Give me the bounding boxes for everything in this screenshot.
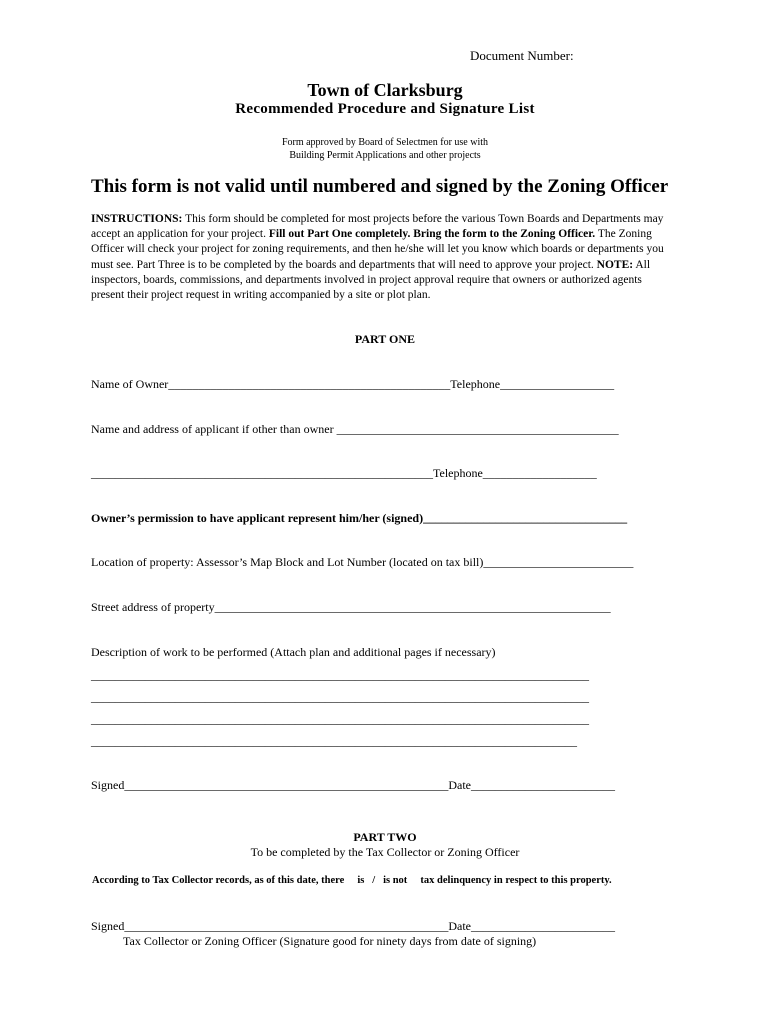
tax-text-after: tax delinquency in respect to this property. (420, 875, 612, 886)
description-line-4[interactable]: _________________________________________________________________________________ (91, 734, 577, 748)
description-line-3[interactable]: ___________________________________________________________________________________ (91, 712, 589, 726)
procedure-title: Recommended Procedure and Signature List (235, 101, 535, 117)
instructions-text-3: All inspectors, boards, commissions, and departments involved in project approval require that owners or authorized agents present their project request in writing accompanied by a site or plot plan. (91, 258, 651, 302)
description-line-1[interactable]: ___________________________________________________________________________________ (91, 668, 589, 682)
tax-delinquency-statement (92, 875, 612, 886)
tax-text-before: According to Tax Collector records, as of this date, there (92, 875, 345, 886)
applicant-name-address-field[interactable]: Name and address of applicant if other than owner _______________________________________________ (91, 422, 619, 436)
street-address-field[interactable]: Street address of property__________________________________________________________________ (91, 600, 611, 614)
property-location-field[interactable]: Location of property: Assessor’s Map Block and Lot Number (located on tax bill)_________________________ (91, 555, 634, 569)
instructions-paragraph (91, 212, 677, 303)
validity-warning: This form is not valid until numbered and signed by the Zoning Officer (91, 176, 669, 197)
part-one-signature-field[interactable]: Signed______________________________________________________Date________________________ (91, 778, 615, 792)
owner-permission-field[interactable]: Owner’s permission to have applicant represent him/her (signed)__________________________________ (91, 511, 628, 525)
town-title: Town of Clarksburg (307, 80, 463, 100)
part-two-subheading: To be completed by the Tax Collector or Zoning Officer (250, 845, 520, 859)
description-line-2[interactable]: ___________________________________________________________________________________ (91, 690, 589, 704)
instructions-label: INSTRUCTIONS: (91, 213, 183, 225)
document-number-label: Document Number: (470, 48, 574, 63)
work-description-label: Description of work to be performed (Attach plan and additional pages if necessary) (91, 645, 496, 659)
approval-note-line-2: Building Permit Applications and other projects (289, 150, 481, 161)
part-one-heading: PART ONE (354, 332, 416, 346)
note-label: NOTE: (596, 258, 634, 271)
instructions-text-1: This form should be completed for most projects before the various Town Boards and Departments may accept an application for your project. (91, 213, 664, 241)
owner-name-field[interactable]: Name of Owner_______________________________________________Telephone___________________ (91, 377, 615, 391)
tax-option-separator: / (372, 875, 376, 886)
applicant-address-telephone-field[interactable]: _________________________________________________________Telephone___________________ (91, 466, 597, 480)
instructions-text-2: The Zoning Officer will check your project for zoning requirements, and then he/she will let you know which boards or departments you must see. Part Three is to be completed by the boards and departments that will need to approve your project. (91, 228, 664, 271)
part-two-heading: PART TWO (353, 830, 417, 844)
tax-option-is[interactable]: is (357, 875, 365, 886)
part-two-signature-field[interactable]: Signed______________________________________________________Date________________________ (91, 919, 615, 933)
instructions-bold-1: Fill out Part One completely. Bring the form to the Zoning Officer. (268, 228, 596, 241)
tax-option-is-not[interactable]: is not (383, 875, 408, 886)
approval-note-line-1: Form approved by Board of Selectmen for use with (281, 137, 489, 148)
signature-note: Tax Collector or Zoning Officer (Signature good for ninety days from date of signing) (123, 934, 537, 948)
